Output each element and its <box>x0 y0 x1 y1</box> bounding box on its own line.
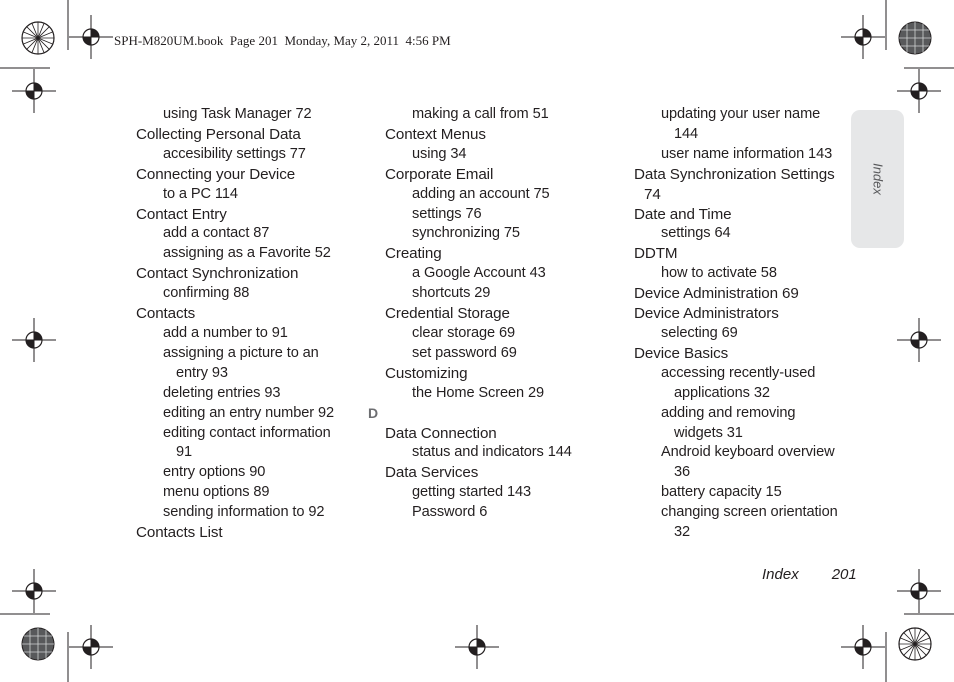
index-subentry: 32 <box>674 524 691 541</box>
side-tab-label: Index <box>870 163 885 195</box>
index-subentry: settings 76 <box>412 205 482 222</box>
index-subentry: accesibility settings 77 <box>163 145 306 162</box>
index-subentry: set password 69 <box>412 344 517 361</box>
index-subentry: a Google Account 43 <box>412 265 546 282</box>
index-subentry: using Task Manager 72 <box>163 106 312 122</box>
index-subentry: changing screen orientation <box>661 504 838 521</box>
index-subentry: 36 <box>674 464 691 481</box>
index-subentry: confirming 88 <box>163 285 250 302</box>
index-subentry: to a PC 114 <box>163 185 238 202</box>
index-subentry: add a contact 87 <box>163 225 270 242</box>
index-subentry: adding and removing <box>661 404 796 421</box>
index-entry: Data Synchronization Settings <box>634 165 835 183</box>
index-entry: Collecting Personal Data <box>136 125 301 143</box>
index-entry: Device Administration 69 <box>634 285 799 303</box>
index-subentry: updating your user name <box>661 106 821 122</box>
index-subentry: deleting entries 93 <box>163 384 281 401</box>
index-entry: Corporate Email <box>385 165 494 183</box>
index-subentry: widgets 31 <box>674 424 743 441</box>
index-subentry: entry options 90 <box>163 464 266 481</box>
index-column-3 <box>634 105 844 543</box>
index-subentry: how to activate 58 <box>661 265 777 282</box>
index-subentry: entry 93 <box>176 364 228 381</box>
index-entry: Contact Synchronization <box>136 265 299 283</box>
index-subentry: editing an entry number 92 <box>163 404 335 421</box>
index-subentry: user name information 143 <box>661 145 833 162</box>
index-subentry: editing contact information <box>163 424 331 441</box>
index-subentry: menu options 89 <box>163 484 270 501</box>
index-entry: Data Connection <box>385 424 497 442</box>
index-letter-heading: D <box>368 404 379 421</box>
index-entry: Date and Time <box>634 205 732 223</box>
footer-section: Index <box>762 566 799 583</box>
index-entry: DDTM <box>634 245 678 263</box>
page-footer <box>762 566 857 583</box>
index-entry: Customizing <box>385 364 468 382</box>
index-entry: Creating <box>385 245 442 263</box>
index-entry: Device Basics <box>634 344 729 362</box>
index-entry: Credential Storage <box>385 305 510 323</box>
index-subentry: assigning as a Favorite 52 <box>163 245 331 262</box>
index-subentry: status and indicators 144 <box>412 444 572 461</box>
index-column-2 <box>368 105 625 523</box>
index-subentry: settings 64 <box>661 225 731 242</box>
index-subentry: applications 32 <box>674 384 770 401</box>
index-subentry: Android keyboard overview <box>661 444 835 461</box>
index-subentry: sending information to 92 <box>163 504 325 521</box>
index-subentry: adding an account 75 <box>412 185 550 202</box>
index-subentry: getting started 143 <box>412 484 531 501</box>
index-entry: Device Administrators <box>634 305 779 323</box>
index-subentry: synchronizing 75 <box>412 225 520 242</box>
index-entry: 74 <box>644 185 661 203</box>
index-subentry: 144 <box>674 125 699 142</box>
index-subentry: using 34 <box>412 145 467 162</box>
index-entry: Connecting your Device <box>136 165 296 183</box>
index-subentry: battery capacity 15 <box>661 484 782 501</box>
index-subentry: making a call from 51 <box>412 106 549 122</box>
index-subentry: clear storage 69 <box>412 324 516 341</box>
index-subentry: accessing recently-used <box>661 364 816 381</box>
index-entry: Contacts List <box>136 524 223 542</box>
index-column-1 <box>136 105 376 543</box>
index-subentry: assigning a picture to an <box>163 344 319 361</box>
side-tab-index <box>851 110 904 248</box>
index-subentry: shortcuts 29 <box>412 285 491 302</box>
index-entry: Contact Entry <box>136 205 227 223</box>
page-number: 201 <box>831 566 857 583</box>
index-entry: Contacts <box>136 305 196 323</box>
index-subentry: Password 6 <box>412 504 488 521</box>
index-subentry: 91 <box>176 444 193 461</box>
index-subentry: the Home Screen 29 <box>412 384 545 401</box>
index-subentry: selecting 69 <box>661 324 738 341</box>
index-entry: Data Services <box>385 464 479 482</box>
print-slug-header: SPH-M820UM.book Page 201 Monday, May 2, 2011 4:56 PM <box>114 33 451 48</box>
index-subentry: add a number to 91 <box>163 324 288 341</box>
index-entry: Context Menus <box>385 125 486 143</box>
